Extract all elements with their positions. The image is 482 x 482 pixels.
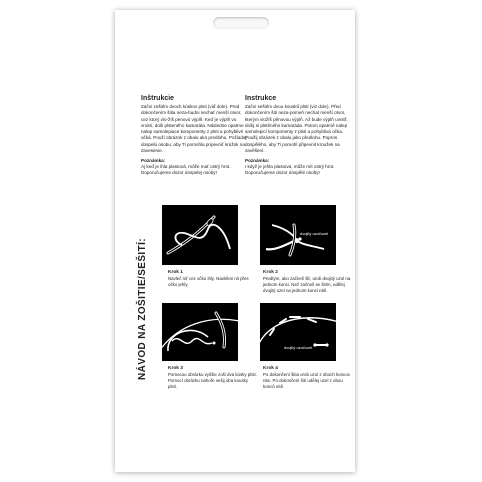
instructions-cz xyxy=(245,95,353,176)
step1-body: Navleč niť cez očko ihly. Navlékni nit přes očko jehly. xyxy=(168,276,249,287)
step1-title: Krok 1 xyxy=(168,270,183,275)
step1-image xyxy=(162,205,238,265)
step2-knot-label: dvojitý uzol/uzel xyxy=(300,231,329,236)
step3-caption xyxy=(168,366,258,389)
instructions-sk xyxy=(141,95,249,176)
note-cz-title: Poznámka: xyxy=(245,158,270,164)
step4-title: Krok 4 xyxy=(263,366,278,371)
step4-image xyxy=(260,303,336,361)
step2-caption xyxy=(263,270,353,293)
step2-image xyxy=(260,205,336,265)
step3-image xyxy=(162,303,238,361)
instructions-sk-body: Začni zošitím dvoch kúskov plsti (viď dole). Pred dokončením šitia neza-budni nechať menší otvor, cez ktorý vlo-žíš penovú výplň. Keď je výplň vo vnútri, doši plsteného kamaráta. Následne opatrne nalep samolepiace komponenty z plsti a pohyblivé očká. Použi obrázok z obalu ako predlohu. Požiadaj dospelú osobu, aby Ti pomohla pripevniť krúžok na zavesenie. xyxy=(141,104,247,154)
note-sk-title: Poznámka: xyxy=(141,158,166,164)
note-sk-body: Aj keď je ihla plastová, môže mať ostrý hrot. Doporučujeme dozor dospelej osoby! xyxy=(141,164,231,176)
note-cz-body: I když je jehla plastová, může mít ostrý hrot. Doporučujeme dozor dospělé osoby! xyxy=(245,164,335,176)
instructions-sk-title: Inštrukcie xyxy=(141,95,175,102)
step4-caption xyxy=(263,366,353,389)
step2-body: Predtým, ako začneš šiť, urob dvojitý uzol na jednom konci. Než začneš se šitím, udělej dvojitý uzel na jednom konci nitě. xyxy=(263,276,351,293)
step4-body: Po dokončení šitia urob uzol z oboch koncov nite. Po dokončení šití udělej uzel z obou konců nitě. xyxy=(263,372,350,389)
step3-body: Pomocou obrázku vyššie zoši dva kúsky plsti. Pomocí obrázku nahoře sešij oba kousky plsti. xyxy=(168,372,257,389)
instructions-cz-body: Začni sešitím dvou kousků plsti (viz dole). Před dokončením šití neza-pomeň nechat menší otvor, kterým vložíš pěnovou výplň. Až bude výplň uvnitř, došij si plstěného kamaráda. Potom opatrně nalep samolepicí komponenty z plsti a pohyblivá očka. Použij obrázek z obalu jako předlohu. Popros dospělého, aby Ti pomohl připevnit kroužek na zavěšení. xyxy=(245,104,348,154)
step4-knot-label: dvojitý uzol/uzel xyxy=(284,345,313,350)
instructions-cz-title: Instrukce xyxy=(245,95,277,102)
step2-title: Krok 2 xyxy=(263,270,278,275)
side-title: NÁVOD NA ZOŠITIE/SEŠITÍ: xyxy=(137,237,148,380)
step1-caption xyxy=(168,270,258,288)
hang-hole xyxy=(213,17,269,29)
step3-title: Krok 3 xyxy=(168,366,183,371)
